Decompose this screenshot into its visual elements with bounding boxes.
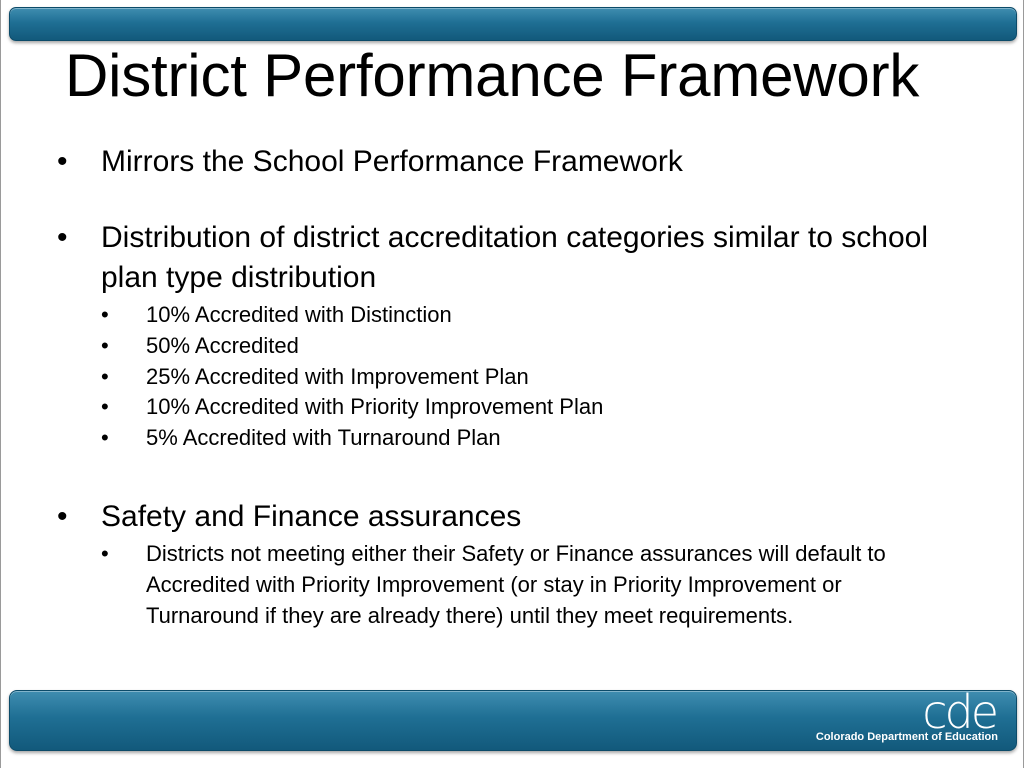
bullet-text: Mirrors the School Performance Framework: [101, 145, 683, 178]
sub-bullet-item: [101, 392, 957, 423]
slide-title: District Performance Framework: [65, 42, 920, 109]
sub-bullet-text: 5% Accredited with Turnaround Plan: [146, 425, 501, 451]
bullet-list: [57, 142, 957, 631]
sub-bullet-item: [101, 362, 957, 393]
sub-bullet-dot: •: [101, 540, 109, 566]
bullet-dot: •: [57, 145, 68, 178]
sub-bullet-dot: •: [101, 363, 109, 389]
cde-logo-mark: cde: [922, 685, 996, 739]
sub-bullet-dot: •: [101, 302, 109, 327]
sub-bullet-item: [101, 539, 957, 631]
sub-bullet-item: [101, 300, 957, 331]
bullet-text: Safety and Finance assurances: [101, 499, 522, 533]
header-bar: [9, 7, 1017, 41]
bullet-item: [57, 142, 957, 182]
sub-bullet-text: Districts not meeting either their Safety or Finance assurances will default to Accredited with Priority Improvement (or stay in Priority Improvement or Turnaround if they are already there) until they meet requirements.: [146, 540, 886, 628]
sub-bullet-dot: •: [101, 425, 109, 451]
sub-bullet-dot: •: [101, 394, 109, 420]
sub-bullet-item: [101, 423, 957, 454]
bullet-dot: •: [57, 221, 68, 254]
bullet-dot: •: [57, 499, 68, 533]
sub-bullet-text: 10% Accredited with Distinction: [146, 302, 452, 327]
sub-bullet-dot: •: [101, 332, 109, 358]
sub-bullet-text: 50% Accredited: [146, 332, 299, 358]
cde-logo: [758, 685, 998, 752]
bullet-item: [57, 218, 957, 298]
footer-bar: [9, 685, 1017, 751]
sub-bullet-item: [101, 331, 957, 362]
sub-bullet-text: 10% Accredited with Priority Improvement Plan: [146, 394, 604, 420]
bullet-text: Distribution of district accreditation categories similar to school plan type distribution: [101, 221, 929, 294]
bullet-item: [57, 497, 957, 537]
cde-logo-text: Colorado Department of Education: [815, 731, 998, 743]
sub-bullet-text: 25% Accredited with Improvement Plan: [146, 363, 529, 389]
